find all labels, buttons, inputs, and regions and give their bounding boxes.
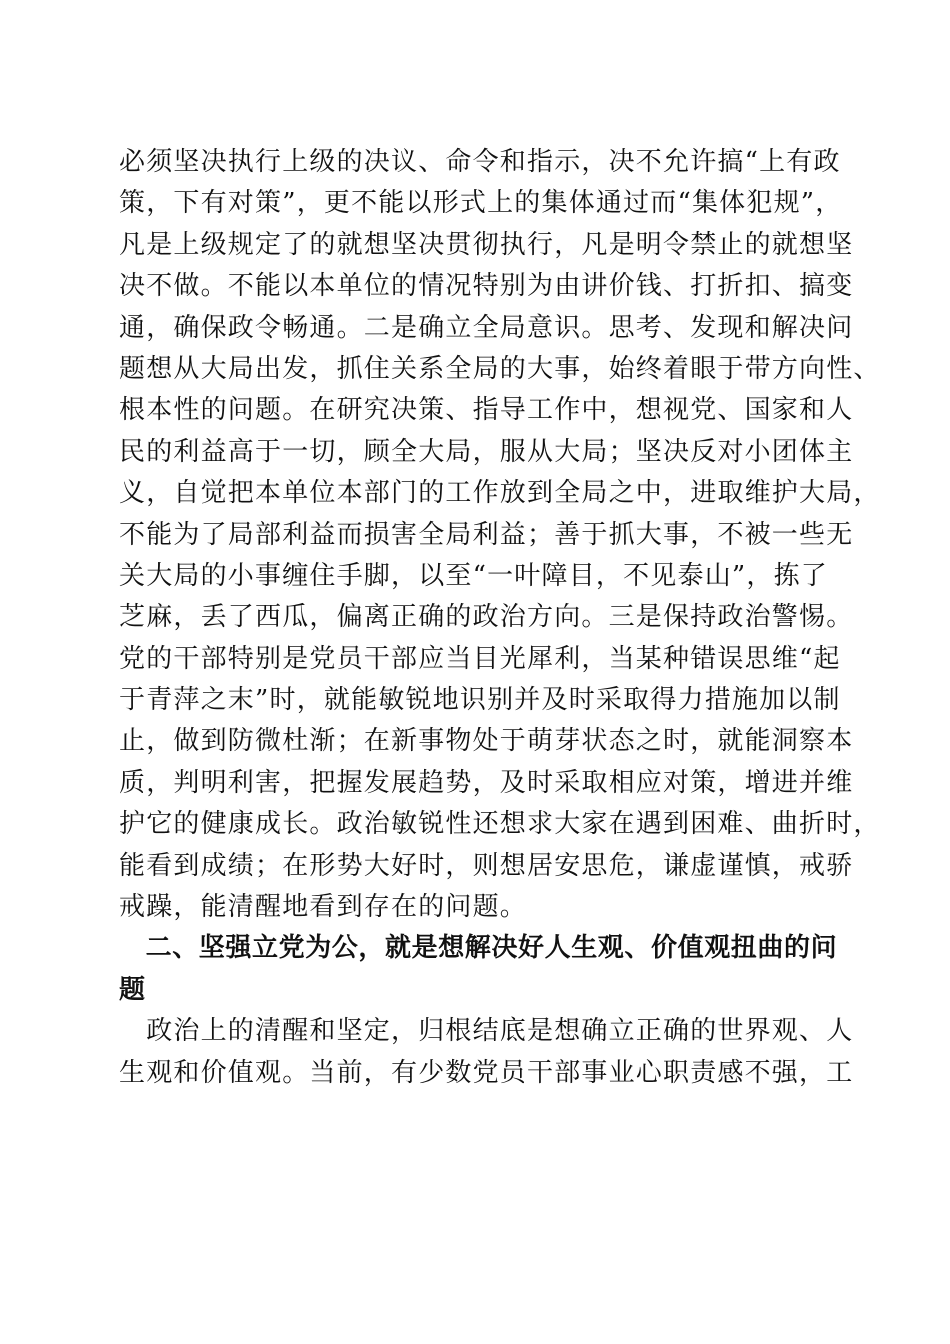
body-line: 生观和价值观。当前，有少数党员干部事业心职责感不强，工 xyxy=(119,1057,854,1088)
body-line: 止，做到防微杜渐；在新事物处于萌芽状态之时，就能洞察本 xyxy=(119,726,854,757)
body-line: 戒躁，能清醒地看到存在的问题。 xyxy=(119,892,528,923)
body-line: 政治上的清醒和坚定，归根结底是想确立正确的世界观、人 xyxy=(119,1016,854,1047)
body-line: 义，自觉把本单位本部门的工作放到全局之中，进取维护大局， xyxy=(119,478,881,509)
section-heading: 二、坚强立党为公，就是想解决好人生观、价值观扭曲的问 xyxy=(119,933,838,964)
body-line: 于青萍之末”时，就能敏锐地识别并及时采取得力措施加以制 xyxy=(119,685,841,716)
body-line: 策，下有对策”，更不能以形式上的集体通过而“集体犯规”， xyxy=(119,188,843,219)
body-line: 芝麻，丢了西瓜，偏离正确的政治方向。三是保持政治警惕。 xyxy=(119,602,854,633)
body-line: 关大局的小事缠住手脚，以至“一叶障目，不见泰山”，拣了 xyxy=(119,560,828,591)
body-line: 通，确保政令畅通。二是确立全局意识。思考、发现和解决问 xyxy=(119,312,854,343)
body-line: 质，判明利害，把握发展趋势，及时采取相应对策，增进并维 xyxy=(119,767,854,798)
body-line: 能看到成绩；在形势大好时，则想居安思危，谦虚谨慎，戒骄 xyxy=(119,850,854,881)
body-line: 根本性的问题。在研究决策、指导工作中，想视党、国家和人 xyxy=(119,395,854,426)
body-line: 题想从大局出发，抓住关系全局的大事，始终着眼于带方向性、 xyxy=(119,353,881,384)
body-line: 决不做。不能以本单位的情况特别为由讲价钱、打折扣、搞变 xyxy=(119,271,854,302)
body-line: 必须坚决执行上级的决议、命令和指示，决不允许搞“上有政 xyxy=(119,147,841,177)
section-heading-continuation: 题 xyxy=(119,974,146,1005)
body-line: 不能为了局部利益而损害全局利益；善于抓大事，不被一些无 xyxy=(119,519,854,550)
body-line: 党的干部特别是党员干部应当目光犀利，当某种错误思维“起 xyxy=(119,643,841,674)
body-line: 民的利益高于一切，顾全大局，服从大局；坚决反对小团体主 xyxy=(119,436,854,467)
body-line: 护它的健康成长。政治敏锐性还想求大家在遇到困难、曲折时， xyxy=(119,809,881,840)
body-line: 凡是上级规定了的就想坚决贯彻执行，凡是明令禁止的就想坚 xyxy=(119,229,854,260)
document-body xyxy=(119,142,881,1094)
